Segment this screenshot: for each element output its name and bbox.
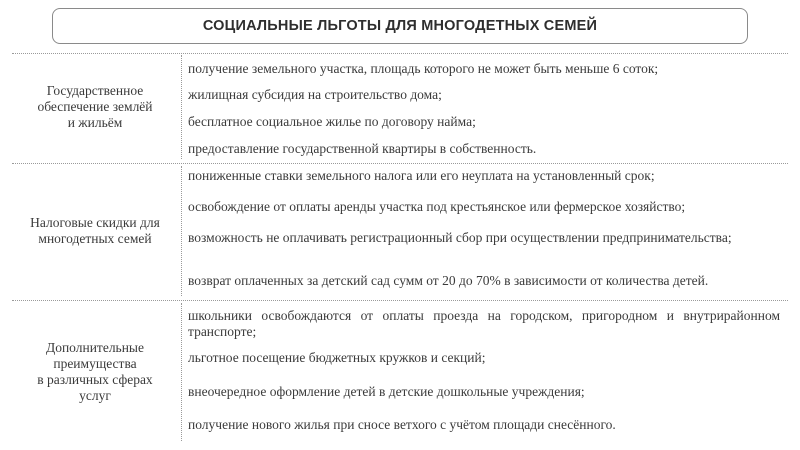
benefit-item: жилищная субсидия на строительство дома; (188, 87, 442, 102)
category-line: в различных сферах (37, 372, 153, 387)
benefit-item: получение земельного участка, площадь которого не может быть меньше 6 соток; (188, 61, 659, 76)
benefit-item: внеочередное оформление детей в детские дошкольные учреждения; (188, 384, 585, 399)
column-separator-2 (181, 166, 182, 296)
category-line: Государственное (46, 83, 144, 98)
row-separator-2 (12, 300, 788, 301)
benefit-item: получение нового жилья при сносе ветхого с учётом площади снесённого. (188, 417, 616, 432)
benefit-item: школьники освобождаются от оплаты проезда на городском, пригородном и внутрирайонном транспорте; (188, 308, 780, 339)
benefit-item: предоставление государственной квартиры в собственность. (188, 141, 537, 156)
row-separator-1 (12, 163, 788, 164)
category-land-housing (12, 55, 178, 159)
category-tax-discounts (12, 166, 178, 296)
column-separator-3 (181, 303, 182, 441)
category-line: услуг (79, 388, 111, 403)
category-line: и жильём (67, 115, 123, 130)
benefit-item: льготное посещение бюджетных кружков и секций; (188, 350, 486, 365)
row-separator-top (12, 53, 788, 54)
category-line: Дополнительные (45, 340, 144, 355)
benefit-item: возможность не оплачивать регистрационный сбор при осуществлении предпринимательства; (188, 230, 732, 245)
category-line: многодетных семей (38, 231, 152, 246)
benefit-item: пониженные ставки земельного налога или его неуплата на установленный срок; (188, 168, 655, 183)
benefit-item: возврат оплаченных за детский сад сумм от 20 до 70% в зависимости от количества детей. (188, 273, 709, 288)
column-separator-1 (181, 55, 182, 159)
category-additional-benefits (12, 303, 178, 441)
benefit-item: бесплатное социальное жилье по договору найма; (188, 114, 476, 129)
category-line: преимущества (53, 356, 137, 371)
page-title: СОЦИАЛЬНЫЕ ЛЬГОТЫ ДЛЯ МНОГОДЕТНЫХ СЕМЕЙ (52, 8, 748, 44)
category-line: Налоговые скидки для (30, 215, 160, 230)
benefit-item: освобождение от оплаты аренды участка под крестьянское или фермерское хозяйство; (188, 199, 686, 214)
category-line: обеспечение землёй (37, 99, 153, 114)
